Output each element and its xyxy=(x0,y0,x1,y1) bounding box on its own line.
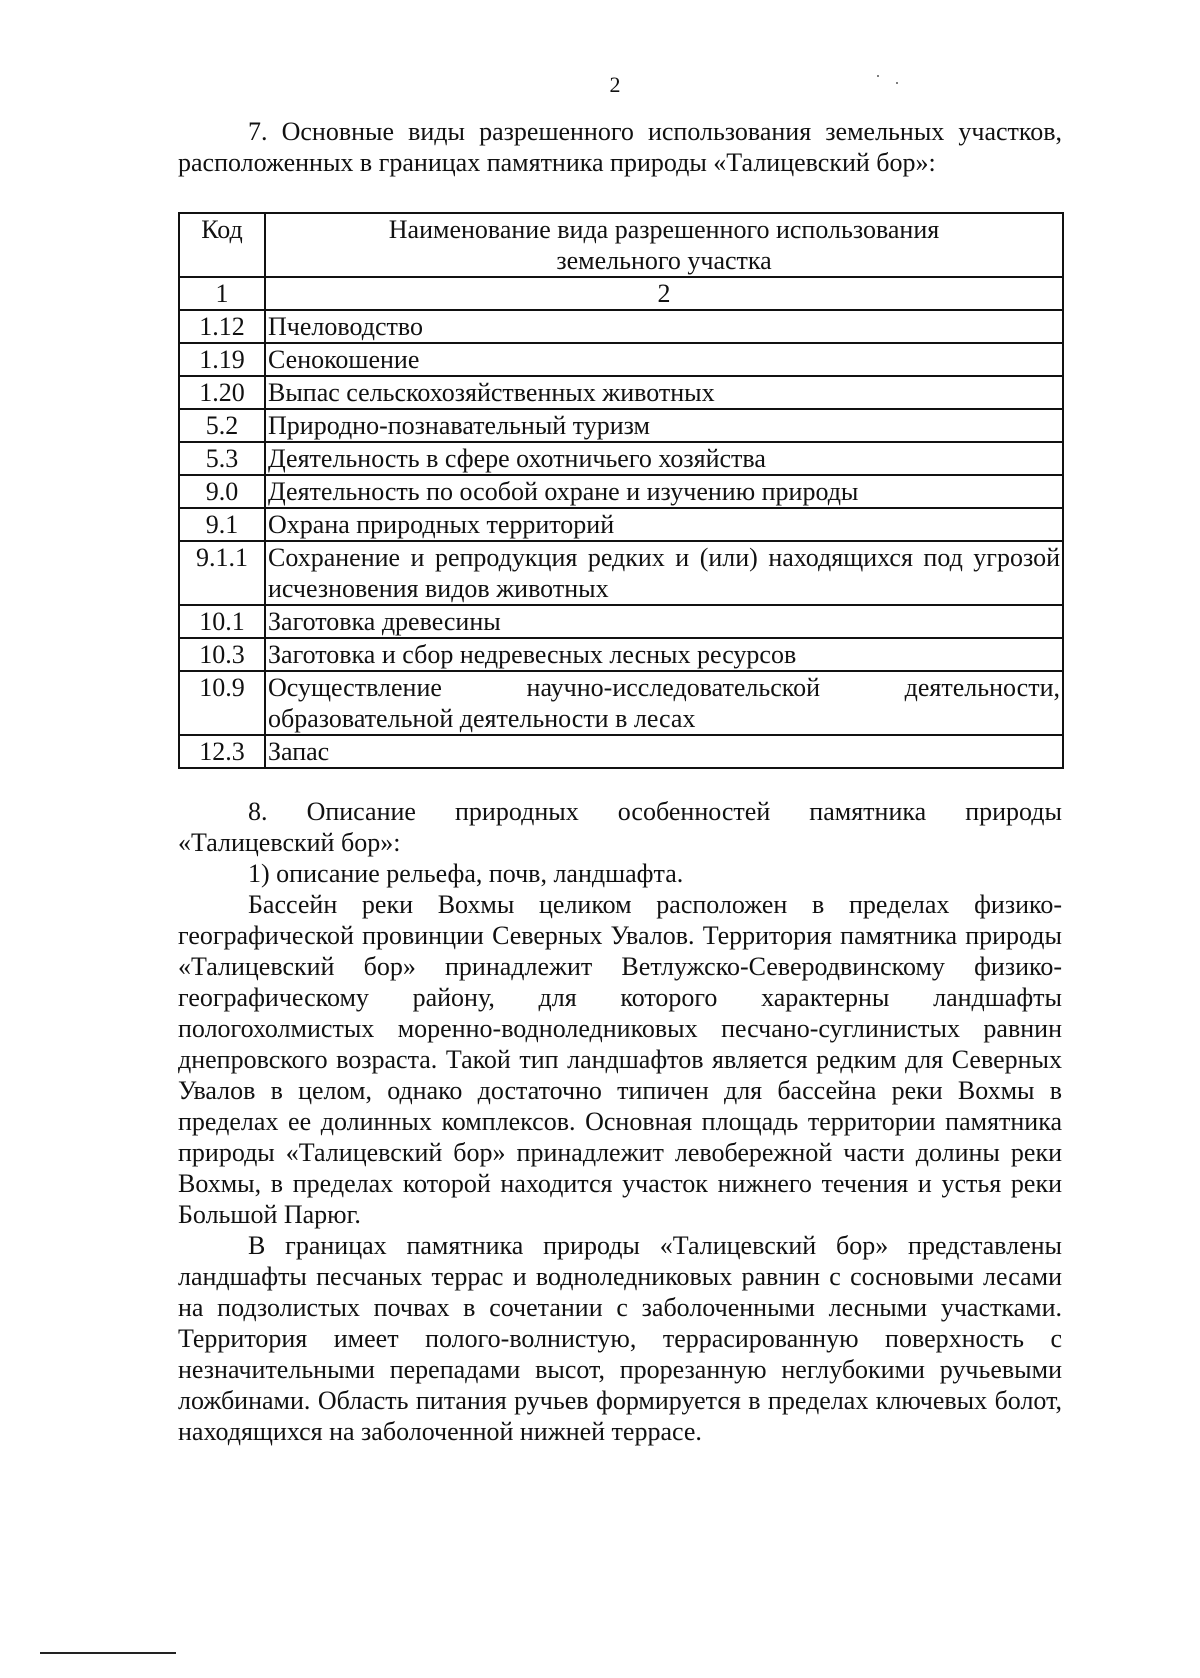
table-numbering-row xyxy=(179,277,1063,310)
table-row xyxy=(179,541,1063,605)
table-row xyxy=(179,343,1063,376)
section-8-paragraph-2: В границах памятника природы «Талицевский бор» представлены ландшафты песчаных террас и водноледниковых равнин с сосновыми лесами на подзолистых почвах в сочетании с заболоченными лесными участками. Территория имеет полого-волнистую, террасированную поверхность с незначительными перепадами высот, прорезанную неглубокими ручьевыми ложбинами. Область питания ручьев формируется в пределах ключевых болот, находящихся на заболоченной нижней террасе. xyxy=(178,1231,1062,1446)
row-code: 9.0 xyxy=(179,475,265,508)
page-number: 2 xyxy=(609,72,621,97)
row-name: Охрана природных территорий xyxy=(265,508,1063,541)
section-7-title: 7. Основные виды разрешенного использования земельных участков, расположенных в границах памятника природы «Талицевский бор»: xyxy=(178,117,1062,177)
row-code: 5.2 xyxy=(179,409,265,442)
table-row xyxy=(179,475,1063,508)
table-row xyxy=(179,605,1063,638)
row-name: Пчеловодство xyxy=(265,310,1063,343)
row-name: Запас xyxy=(265,735,1063,768)
section-8-subtitle: 1) описание рельефа, почв, ландшафта. xyxy=(248,859,684,888)
row-name: Заготовка и сбор недревесных лесных ресурсов xyxy=(265,638,1063,671)
table-row xyxy=(179,376,1063,409)
header-code: Код xyxy=(179,213,265,277)
table-row xyxy=(179,508,1063,541)
row-code: 1.12 xyxy=(179,310,265,343)
row-name: Сохранение и репродукция редких и (или) находящихся под угрозой исчезновения видов животных xyxy=(265,541,1063,605)
row-name: Сенокошение xyxy=(265,343,1063,376)
numbering-code: 1 xyxy=(179,277,265,310)
table-row xyxy=(179,409,1063,442)
scan-speck xyxy=(896,82,898,84)
table-row xyxy=(179,671,1063,735)
section-8-paragraph-1: Бассейн реки Вохмы целиком расположен в пределах физико-географической провинции Северных Увалов. Территория памятника природы «Талицевский бор» принадлежит Ветлужско-Северодвинскому физико-географическому району, для которого характерны ландшафты пологохолмистых моренно-водноледниковых песчано-суглинистых равнин днепровского возраста. Такой тип ландшафтов является редким для Северных Увалов в целом, однако достаточно типичен для бассейна реки Вохмы в пределах ее долинных комплексов. Основная площадь территории памятника природы «Талицевский бор» принадлежит левобережной части долины реки Вохмы, в пределах которой находится участок нижнего течения и устья реки Большой Парюг. xyxy=(178,890,1062,1229)
row-code: 9.1 xyxy=(179,508,265,541)
row-code: 5.3 xyxy=(179,442,265,475)
table-header-row xyxy=(179,213,1063,277)
row-name: Деятельность в сфере охотничьего хозяйства xyxy=(265,442,1063,475)
row-code: 12.3 xyxy=(179,735,265,768)
row-code: 10.3 xyxy=(179,638,265,671)
section-8-title: 8. Описание природных особенностей памятника природы «Талицевский бор»: xyxy=(178,797,1062,857)
row-code: 10.1 xyxy=(179,605,265,638)
table-row xyxy=(179,442,1063,475)
scan-speck xyxy=(877,75,879,77)
row-code: 10.9 xyxy=(179,671,265,735)
table-row xyxy=(179,310,1063,343)
row-name: Деятельность по особой охране и изучению природы xyxy=(265,475,1063,508)
table-row xyxy=(179,735,1063,768)
footnote-separator xyxy=(40,1652,176,1654)
table-row xyxy=(179,638,1063,671)
row-name: Осуществление научно-исследовательской деятельности, образовательной деятельности в лесах xyxy=(265,671,1063,735)
row-name: Выпас сельскохозяйственных животных xyxy=(265,376,1063,409)
header-name: Наименование вида разрешенного использования земельного участка xyxy=(265,213,1063,277)
numbering-name: 2 xyxy=(265,277,1063,310)
row-code: 1.20 xyxy=(179,376,265,409)
row-name: Природно-познавательный туризм xyxy=(265,409,1063,442)
row-code: 1.19 xyxy=(179,343,265,376)
row-name: Заготовка древесины xyxy=(265,605,1063,638)
row-code: 9.1.1 xyxy=(179,541,265,605)
permitted-use-table xyxy=(178,212,1064,769)
